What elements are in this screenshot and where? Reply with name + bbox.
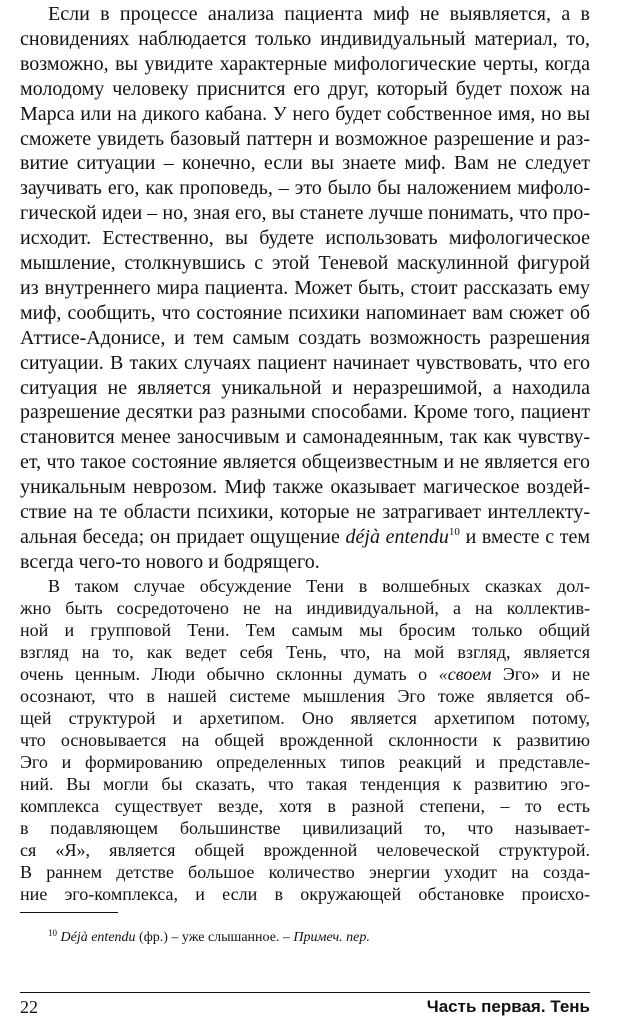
- text-line: Эго и формированию определенных типов реакций и представле-: [20, 751, 590, 772]
- text-line: ситуации. В таких случаях пациент начинает чувствовать, что его: [20, 351, 590, 374]
- text-line: жно быть сосредоточено не на индивидуальной, а на коллектив-: [20, 597, 590, 618]
- text-line: мышление, столкнувшись с этой Теневой маскулинной фигурой: [20, 252, 590, 274]
- footnote-term: Déjà entendu: [60, 930, 136, 945]
- text-line: из внутреннего мира пациента. Может быть, стоит рассказать ему: [20, 276, 590, 299]
- text-line: Если в процессе анализа пациента миф не выявляется, а в: [48, 3, 590, 25]
- text-line: молодому человеку приснится его друг, который будет похож на: [20, 77, 590, 100]
- footnote: [48, 929, 370, 947]
- text-line: сновидениях наблюдается только индивидуальный материал, то,: [20, 27, 590, 50]
- text-run: Эго» и не: [491, 663, 590, 684]
- footnote-number: 10: [48, 928, 57, 938]
- text-run: альная беседа; он придает ощущение: [20, 525, 346, 548]
- text-line: ной и групповой Тени. Тем самым мы бросим только общий: [20, 619, 590, 640]
- italic-term: déjà entendu: [345, 525, 449, 548]
- text-line: сможете увидеть базовый паттерн и возможное разрешение и раз-: [20, 127, 590, 150]
- text-line: что основывается на общей врожденной склонности к развитию: [20, 729, 590, 750]
- footer-divider: [20, 992, 590, 993]
- text-line: ние эго-комплекса, и если в окружающей обстановке происхо-: [20, 883, 590, 904]
- text-run: очень ценным. Люди обычно склонны думать о: [20, 663, 439, 684]
- text-line: заучивать его, как проповедь, – это было бы наложением мифоло-: [20, 177, 590, 200]
- footnote-note: Примеч. пер.: [293, 930, 370, 945]
- text-line: ситуация не является уникальной и неразрешимой, а находила: [20, 376, 590, 399]
- text-line: становится менее заносчивым и самонадеянным, так как чувству-: [20, 426, 590, 449]
- text-line: В таком случае обсуждение Тени в волшебных сказках дол-: [48, 575, 590, 596]
- text-run: и вместе с тем: [459, 525, 590, 548]
- text-line: разрешение десятки раз разными способами. Кроме того, пациент: [20, 401, 590, 424]
- text-line: ет, что такое состояние является общеизвестным и не является его: [20, 451, 590, 474]
- text-line: комплекса существует везде, хотя в разной степени, – то есть: [20, 795, 590, 816]
- text-line: осознают, что в нашей системе мышления Эго тоже является об-: [20, 685, 590, 706]
- text-line: щей структурой и архетипом. Оно является архетипом потому,: [20, 707, 590, 728]
- text-line: витие ситуации – конечно, если вы знаете миф. Вам не следует: [20, 152, 590, 175]
- text-line: уникальным неврозом. Миф также оказывает магическое воздей-: [20, 476, 590, 499]
- text-line: [20, 663, 590, 685]
- footnote-text: (фр.) – уже слышанное. –: [135, 930, 294, 945]
- text-line: возможно, вы увидите характерные мифологические черты, когда: [20, 52, 590, 75]
- running-head: Часть первая. Тень: [426, 997, 590, 1016]
- text-line: Аттисе-Адонисе, и тем самым создать возможность разрешения: [20, 326, 590, 349]
- text-line: ся «Я», является общей врожденной человеческой структурой.: [20, 839, 590, 860]
- text-line: [20, 525, 590, 550]
- text-line: Марса или на дикого кабана. У него будет собственное имя, но вы: [20, 102, 590, 125]
- text-line: ний. Вы могли бы сказать, что такая тенденция к развитию эго-: [20, 773, 590, 794]
- page-number: 22: [20, 997, 38, 1017]
- italic-term: «своем: [438, 663, 492, 684]
- text-line: ствие на те области психики, которые не затрагивает интеллекту-: [20, 501, 590, 523]
- text-line: взгляд на то, как ведет себя Тень, что, на мой взгляд, является: [20, 641, 590, 662]
- footnote-reference[interactable]: 10: [448, 525, 460, 538]
- text-line: гической идеи – но, зная его, вы станете лучше понимать, что про-: [20, 202, 590, 225]
- footnote-divider: [20, 912, 118, 913]
- text-line: миф, сообщить, что состояние психики напоминает вам сюжет об: [20, 301, 590, 324]
- text-line: всегда чего-то нового и бодрящего.: [20, 550, 320, 573]
- text-line: в подавляющем большинстве цивилизаций то, что называет-: [20, 817, 590, 838]
- text-line: исходит. Естественно, вы будете использовать мифологическое: [20, 227, 590, 250]
- text-line: В раннем детстве большое количество энергии уходит на созда-: [20, 861, 590, 882]
